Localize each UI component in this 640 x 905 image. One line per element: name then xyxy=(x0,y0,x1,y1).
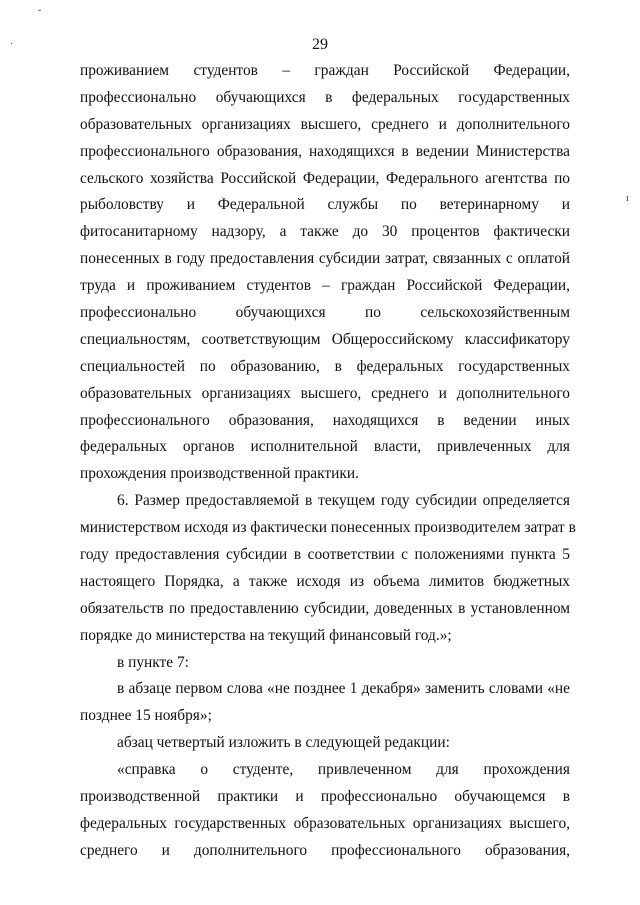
text-line: федеральных государственных образовательных организациях высшего, xyxy=(80,814,570,832)
page-number: 29 xyxy=(312,36,328,53)
text-line: порядке до министерства на текущий финансовый год.»; xyxy=(80,626,452,644)
text-line: году предоставления субсидии в соответствии с положениями пункта 5 xyxy=(80,546,570,564)
text-line: позднее 15 ноября»; xyxy=(80,707,212,725)
paragraph xyxy=(80,757,570,865)
text-line: профессионально обучающихся в федеральных государственных xyxy=(80,88,570,106)
text-line: профессионального образования, находящихся в ведении Министерства xyxy=(80,142,570,160)
text-line: абзац четвертый изложить в следующей редакции: xyxy=(117,734,450,752)
scan-mark: ˇ xyxy=(38,9,42,20)
text-line: в пункте 7: xyxy=(117,653,189,671)
text-line: сельского хозяйства Российской Федерации, Федерального агентства по xyxy=(80,169,570,187)
text-line: образовательных организациях высшего, среднего и дополнительного xyxy=(80,384,570,402)
text-line: федеральных органов исполнительной власти, привлеченных для xyxy=(80,438,570,456)
scan-dot: · xyxy=(10,39,14,50)
text-line: рыболовству и Федеральной службы по ветеринарному и xyxy=(80,196,570,214)
text-line: производственной практики и профессионально обучающемся в xyxy=(80,788,570,806)
paragraph xyxy=(80,650,570,677)
document-body xyxy=(80,58,576,865)
text-line: специальностей по образованию, в федеральных государственных xyxy=(80,357,570,375)
text-line: настоящего Порядка, а также исходя из объема лимитов бюджетных xyxy=(80,572,570,590)
text-line: прохождения производственной практики. xyxy=(80,465,359,483)
paragraph xyxy=(80,58,570,488)
text-line: профессионально обучающихся по сельскохозяйственным xyxy=(80,304,570,322)
text-line: фитосанитарному надзору, а также до 30 процентов фактически xyxy=(80,223,570,241)
scan-mark-right: ı xyxy=(626,193,629,204)
text-line: «справка о студенте, привлеченном для прохождения xyxy=(117,761,570,779)
paragraph xyxy=(80,676,570,730)
text-line: проживанием студентов – граждан Российской Федерации, xyxy=(80,62,570,79)
text-line: обязательств по предоставлению субсидии, доведенных в установленном xyxy=(80,599,570,617)
text-line: понесенных в году предоставления субсидии затрат, связанных с оплатой xyxy=(80,250,570,268)
text-line: среднего и дополнительного профессионального образования, xyxy=(80,841,570,859)
text-line: труда и проживанием студентов – граждан Российской Федерации, xyxy=(80,277,570,295)
text-line: специальностям, соответствующим Общероссийскому классификатору xyxy=(80,330,570,348)
paragraph xyxy=(80,488,576,649)
text-line: министерством исходя из фактически понесенных производителем затрат в xyxy=(80,519,576,537)
text-line: в абзаце первом слова «не позднее 1 декабря» заменить словами «не xyxy=(117,680,570,698)
text-line: 6. Размер предоставляемой в текущем году субсидии определяется xyxy=(117,492,570,510)
text-line: профессионального образования, находящихся в ведении иных xyxy=(80,411,570,429)
paragraph xyxy=(80,730,570,757)
text-line: образовательных организациях высшего, среднего и дополнительного xyxy=(80,115,570,133)
